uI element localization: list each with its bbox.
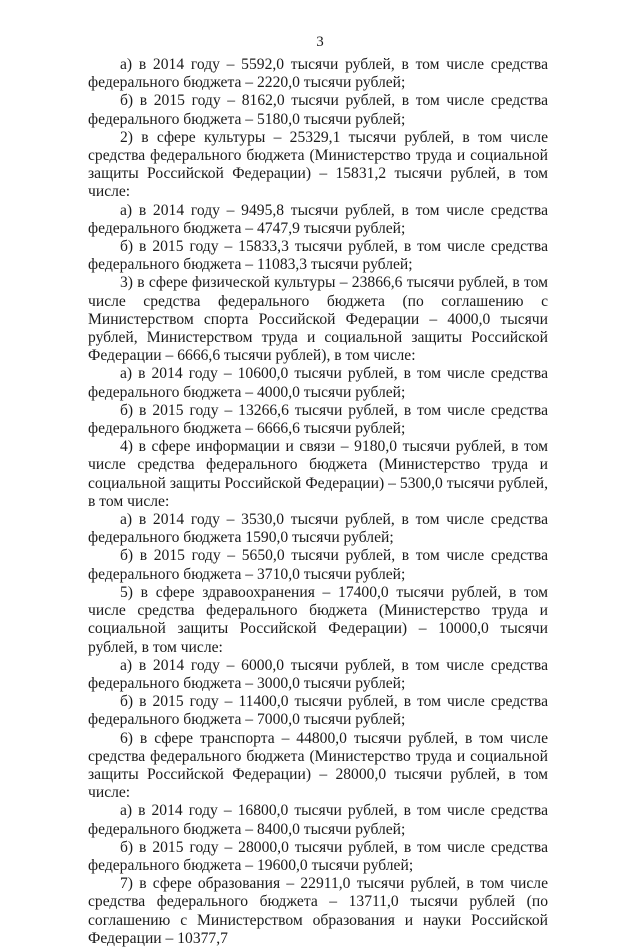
- paragraph-2014-subitem: а) в 2014 году – 16800,0 тысячи рублей, в том числе средства федерального бюджета – 8400,0 тысячи рублей;: [88, 802, 548, 838]
- paragraph-2014-subitem: а) в 2014 году – 3530,0 тысячи рублей, в том числе средства федерального бюджета 1590,0 тысячи рублей;: [88, 511, 548, 547]
- paragraph-2015-subitem: б) в 2015 году – 15833,3 тысячи рублей, в том числе средства федерального бюджета – 11083,3 тысячи рублей;: [88, 238, 548, 274]
- paragraph-2015-subitem: б) в 2015 году – 28000,0 тысячи рублей, в том числе средства федерального бюджета – 19600,0 тысячи рублей;: [88, 838, 548, 874]
- paragraph-2015-subitem: б) в 2015 году – 8162,0 тысячи рублей, в том числе средства федерального бюджета – 5180,0 тысячи рублей;: [88, 92, 548, 128]
- paragraph-culture-sphere: 2) в сфере культуры – 25329,1 тысячи рублей, в том числе средства федерального бюджета (Министерство труда и социальной защиты Российской Федерации) – 15831,2 тысячи рублей, в том числе:: [88, 128, 548, 201]
- page-number: 3: [316, 34, 324, 50]
- paragraph-education-sphere: 7) в сфере образования – 22911,0 тысячи рублей, в том числе средства федерального бюджета – 13711,0 тысячи рублей (по соглашению с Министерством образования и науки Российской Федерации – 10377,7: [88, 875, 548, 947]
- body-text: [88, 56, 548, 948]
- paragraph-information-sphere: 4) в сфере информации и связи – 9180,0 тысячи рублей, в том числе средства федерального бюджета (Министерство труда и социальной защиты Российской Федерации) – 5300,0 тысячи рублей, в том числе:: [88, 438, 548, 510]
- paragraph-2015-subitem: б) в 2015 году – 5650,0 тысячи рублей, в том числе средства федерального бюджета – 3710,0 тысячи рублей;: [88, 547, 548, 583]
- paragraph-2014-subitem: а) в 2014 году – 5592,0 тысячи рублей, в том числе средства федерального бюджета – 2220,0 тысячи рублей;: [88, 56, 548, 92]
- paragraph-2015-subitem: б) в 2015 году – 13266,6 тысячи рублей, в том числе средства федерального бюджета – 6666,6 тысячи рублей;: [88, 401, 548, 438]
- paragraph-2015-subitem: б) в 2015 году – 11400,0 тысячи рублей, в том числе средства федерального бюджета – 7000,0 тысячи рублей;: [88, 693, 548, 729]
- paragraph-transport-sphere: 6) в сфере транспорта – 44800,0 тысячи рублей, в том числе средства федерального бюджета (Министерство труда и социальной защиты Российской Федерации) – 28000,0 тысячи рублей, в том числе:: [88, 729, 548, 802]
- paragraph-2014-subitem: а) в 2014 году – 6000,0 тысячи рублей, в том числе средства федерального бюджета – 3000,0 тысячи рублей;: [88, 656, 548, 692]
- paragraph-2014-subitem: а) в 2014 году – 10600,0 тысячи рублей, в том числе средства федерального бюджета – 4000,0 тысячи рублей;: [88, 365, 548, 401]
- paragraph-healthcare-sphere: 5) в сфере здравоохранения – 17400,0 тысячи рублей, в том числе средства федерального бюджета (Министерство труда и социальной защиты Российской Федерации) – 10000,0 тысячи рублей, в том числе:: [88, 583, 548, 656]
- paragraph-physical-culture-sphere: 3) в сфере физической культуры – 23866,6 тысячи рублей, в том числе средства федерального бюджета (по соглашению с Министерством спорта Российской Федерации – 4000,0 тысячи рублей, Министерством труда и социальной защиты Российской Федерации – 6666,6 тысячи рублей), в том числе:: [88, 274, 548, 365]
- paragraph-2014-subitem: а) в 2014 году – 9495,8 тысячи рублей, в том числе средства федерального бюджета – 4747,9 тысячи рублей;: [88, 201, 548, 237]
